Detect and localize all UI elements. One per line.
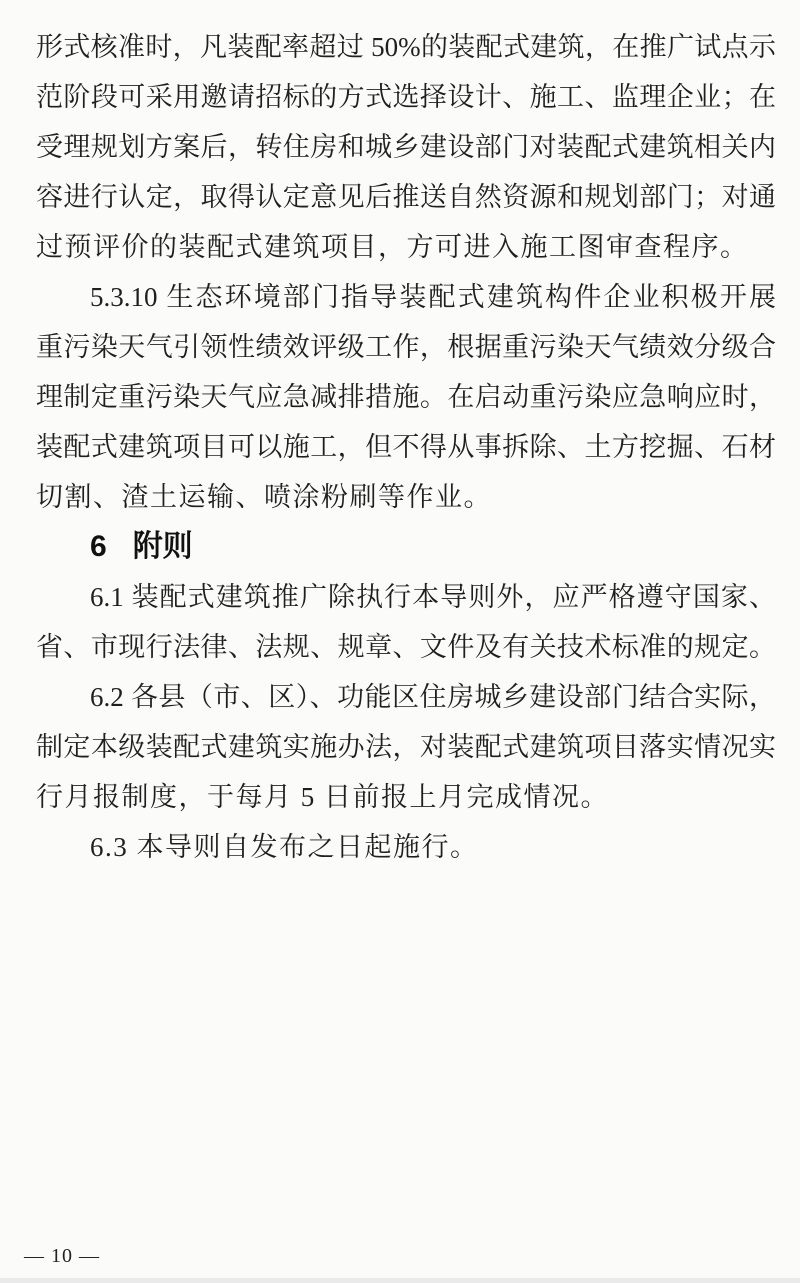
section-title: 附则: [132, 530, 193, 563]
text-line: 省、市现行法律、法规、规章、文件及有关技术标准的规定。: [36, 632, 776, 662]
page-footer: [24, 1244, 100, 1268]
text-line: 6.3 本导则自发布之日起施行。: [90, 832, 479, 862]
text-line: 行月报制度，于每月 5 日前报上月完成情况。: [36, 782, 609, 812]
document-body: [36, 22, 776, 872]
text-line: 容进行认定，取得认定意见后推送自然资源和规划部门；对通: [36, 182, 776, 212]
text-line: 制定本级装配式建筑实施办法，对装配式建筑项目落实情况实: [36, 732, 776, 762]
text-line: 过预评价的装配式建筑项目，方可进入施工图审查程序。: [36, 232, 749, 262]
text-line: 形式核准时，凡装配率超过 50%的装配式建筑，在推广试点示: [36, 32, 776, 62]
section-number: 6: [90, 530, 107, 563]
text-line: 6.2 各县（市、区）、功能区住房城乡建设部门结合实际，: [90, 682, 776, 712]
text-line: 6.1 装配式建筑推广除执行本导则外，应严格遵守国家、: [90, 582, 776, 612]
page-bottom-edge: [0, 1278, 800, 1283]
text-line: 5.3.10 生态环境部门指导装配式建筑构件企业积极开展: [90, 282, 776, 312]
text-line: 范阶段可采用邀请招标的方式选择设计、施工、监理企业；在: [36, 82, 776, 112]
text-line: 装配式建筑项目可以施工，但不得从事拆除、土方挖掘、石材: [36, 432, 776, 462]
text-line: 理制定重污染天气应急减排措施。在启动重污染应急响应时，: [36, 382, 776, 412]
text-line: 受理规划方案后，转住房和城乡建设部门对装配式建筑相关内: [36, 132, 776, 162]
footer-page-number: — 10 —: [24, 1245, 100, 1267]
text-line: 切割、渣土运输、喷涂粉刷等作业。: [36, 482, 492, 512]
text-line: 重污染天气引领性绩效评级工作，根据重污染天气绩效分级合: [36, 332, 776, 362]
section-heading: [36, 522, 776, 572]
